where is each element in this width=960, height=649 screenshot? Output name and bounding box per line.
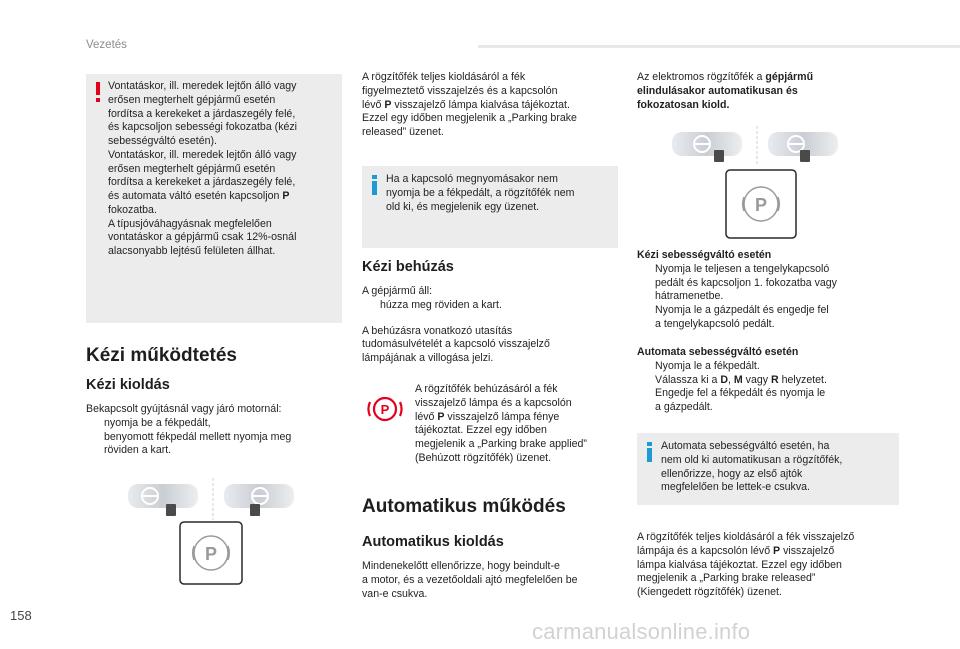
svg-text:P: P [754,195,768,215]
warning-line: alacsonyabb lejtésű felületen állhat. [108,245,276,258]
heading-automatic-operation: Automatikus működés [362,496,566,517]
info-i-icon [371,175,378,195]
parking-brake-red-icon [362,386,408,432]
text-line: megjelenik a „Parking brake applied” [415,438,587,451]
text-line: lámpa kialvása tájékoztat. Ezzel egy időben [637,558,842,571]
info-line: Automata sebességváltó esetén, ha [661,440,830,452]
text-line: released” üzenet. [362,126,444,139]
warning-line: fokozatba. [108,203,157,216]
switch-right-icon [800,150,810,162]
info-box-release-message [362,166,618,248]
bullet-item: Nyomja le teljesen a tengelykapcsoló [655,262,830,275]
bullet-item: nyomja be a fékpedált, [104,416,211,429]
text-line: visszajelző lámpa és a kapcsolón [415,396,572,409]
auto-release-confirmation [637,531,899,600]
intro-text: Bekapcsolt gyújtásnál vagy járó motornál: [86,403,282,415]
header-rule [478,45,960,48]
text-line: Ezzel egy időben megjelenik a „Parking brake [362,112,577,125]
text-line: a motor, és a vezetőoldali ajtó megfelelően be [362,573,578,586]
info-line: ellenőrizze, hogy az első ajtók [661,467,803,480]
warning-line: Vontatáskor, ill. meredek lejtőn álló vagy [108,80,297,92]
subheading: Kézi sebességváltó esetén [637,249,772,261]
bullet-continuation: a gázpedált. [655,401,713,414]
bullet-continuation: röviden a kart. [104,444,172,457]
heading-manual-release: Kézi kioldás [86,377,170,393]
text-line: lámpájának a villogása jelzi. [362,352,494,365]
switch-right-icon [250,504,260,516]
text-line: tájékoztat. Ezzel egy időben [415,424,547,437]
applied-confirmation-text [415,383,620,466]
info-line: megfelelően be lettek-e csukva. [661,481,810,494]
svg-text:P: P [380,402,390,417]
brake-switch-illustration-auto [672,124,842,242]
bullet-item: Nyomja le a gázpedált és engedje fel [655,304,829,317]
manual-apply-text [362,285,618,366]
heading-automatic-release: Automatikus kioldás [362,534,504,550]
automatic-gearbox-section [637,346,899,415]
bullet-continuation: a tengelykapcsoló pedált. [655,317,775,330]
switch-left-icon [166,504,176,516]
heading-manual-apply: Kézi behúzás [362,259,454,275]
svg-text:P: P [204,544,218,564]
subheading: Automata sebességváltó esetén [637,346,799,358]
text-line: lámpája és a kapcsolón lévő P visszajelző [637,544,835,557]
text-line: fokozatosan kiold. [637,98,730,111]
automatic-release-text [362,560,618,601]
manual-gearbox-section [637,249,899,332]
text-line: Mindenekelőtt ellenőrizze, hogy beindult-e [362,560,560,572]
info-line: nyomja be a fékpedált, a rögzítőfék nem [386,186,575,199]
bullet-item: Engedje fel a fékpedált és nyomja le [655,387,826,400]
text-line: A behúzásra vonatkozó utasítás [362,324,513,337]
dashboard-left-shape [128,484,198,508]
text-line: megjelenik a „Parking brake released” [637,572,816,585]
text-line: (Behúzott rögzítőfék) üzenet. [415,451,552,464]
warning-line: és kapcsoljon sebességi fokozatba (kézi [108,121,298,134]
text-line: tudomásulvételét a kapcsoló visszajelző [362,338,550,351]
text-line: elindulásakor automatikusan és [637,84,798,97]
warning-line: vontatáskor a gépjármű csak 12%-osnál [108,231,297,244]
page-number: 158 [10,608,32,623]
warning-line: Vontatáskor, ill. meredek lejtőn álló vagy [108,148,297,161]
bullet-item: benyomott fékpedál mellett nyomja meg [104,430,292,443]
text-line: van-e csukva. [362,587,428,600]
watermark: carmanualsonline.info [532,619,751,644]
info-line: Ha a kapcsoló megnyomásakor nem [386,173,558,185]
bullet-continuation: hátramenetbe. [655,290,724,303]
text-line: A rögzítőfék teljes kioldásáról a fék [362,71,526,83]
manual-release-text [86,403,342,458]
bullet-item: húzza meg röviden a kart. [380,298,502,311]
bullet-continuation: pedált és kapcsoljon 1. fokozatba vagy [655,276,837,289]
text-line: A gépjármű áll: [362,285,433,297]
info-box-auto-doors [637,433,899,505]
heading-manual-operation: Kézi működtetés [86,345,237,366]
info-line: old ki, és megjelenik egy üzenet. [386,200,540,213]
warning-line: sebességváltó esetén). [108,135,217,148]
text-line: figyelmeztető visszajelzés és a kapcsolón [362,84,558,97]
text-line: lévő P visszajelző lámpa kialvása tájékoztat. [362,98,570,111]
warning-line: erősen megterhelt gépjármű esetén [108,162,276,175]
warning-line: fordítsa a kerekeket a járdaszegély felé, [108,107,296,120]
info-i-icon [646,442,653,462]
text-line: (Kiengedett rögzítőfék) üzenet. [637,586,782,599]
warning-line: fordítsa a kerekeket a járdaszegély felé, [108,176,296,189]
warning-line: A típusjóváhagyásnak megfelelően [108,217,272,230]
section-title: Vezetés [86,39,127,51]
warning-exclamation-icon [94,82,102,102]
warning-line: és automata váltó esetén kapcsoljon P [108,190,290,203]
text-line: A rögzítőfék behúzásáról a fék [415,383,558,395]
text-line: lévő P visszajelző lámpa fénye [415,410,560,423]
bullet-item: Válassza ki a D, M vagy R helyzetet. [655,373,827,386]
text-line: Az elektromos rögzítőfék a gépjármű [637,71,814,83]
release-confirmation-text [362,71,618,140]
auto-release-intro [637,71,899,112]
switch-left-icon [714,150,724,162]
bullet-item: Nyomja le a fékpedált. [655,359,760,372]
warning-box [86,74,342,323]
brake-switch-illustration [128,474,298,604]
text-line: A rögzítőfék teljes kioldásáról a fék visszajelző [637,531,855,543]
warning-line: erősen megterhelt gépjármű esetén [108,93,276,106]
info-line: nem old ki automatikusan a rögzítőfék, [661,453,843,466]
